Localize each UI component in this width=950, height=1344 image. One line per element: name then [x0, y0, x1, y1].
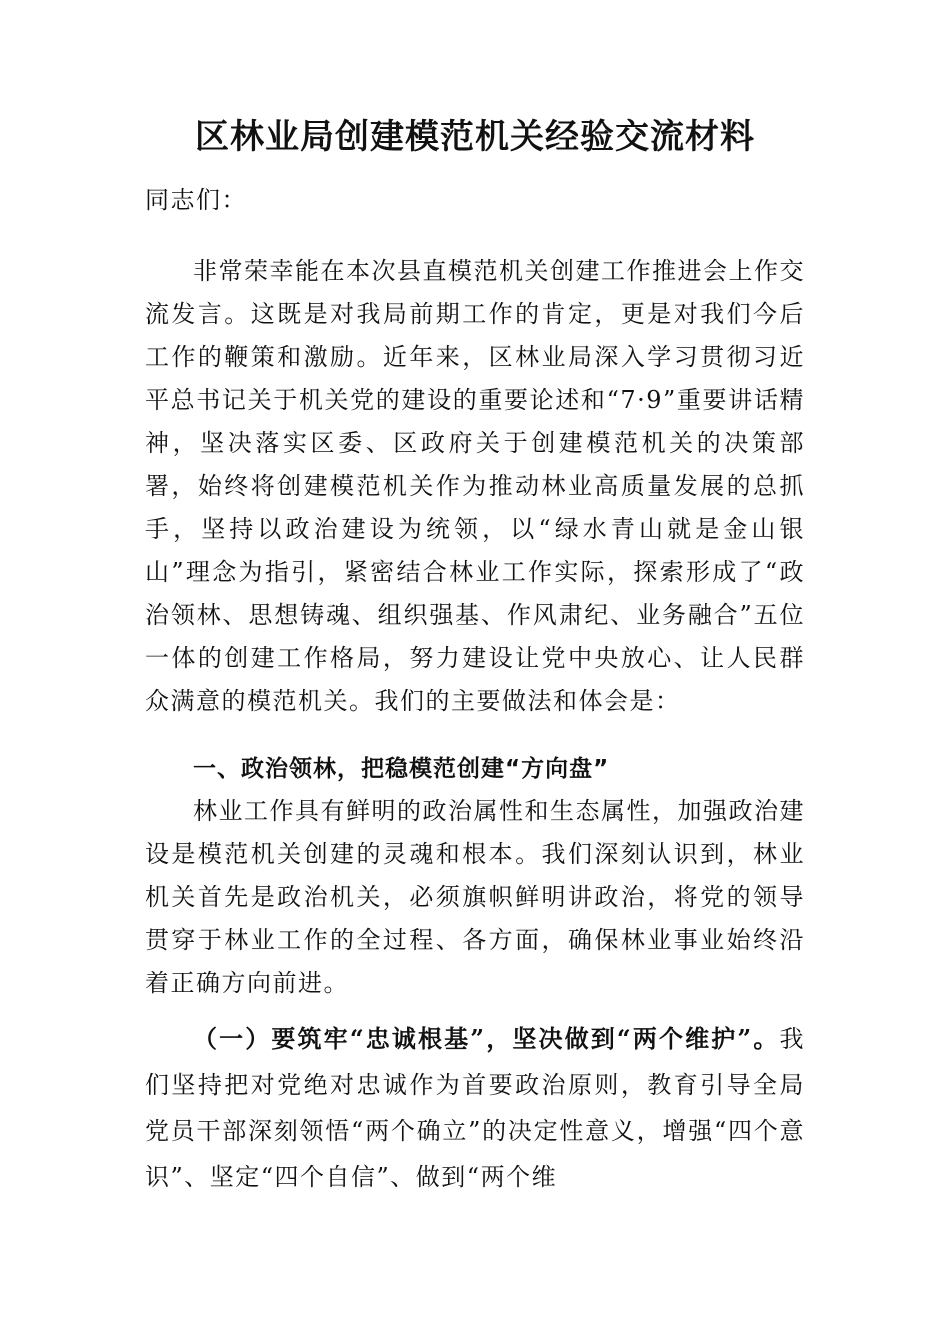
subsection-1-paragraph [145, 1016, 805, 1200]
section-1-paragraph: 林业工作具有鲜明的政治属性和生态属性，加强政治建设是模范机关创建的灵魂和根本。我们深刻认识到，林业机关首先是政治机关，必须旗帜鲜明讲政治，将党的领导贯穿于林业工作的全过程、各方面，确保林业事业始终沿着正确方向前进。 [145, 797, 805, 997]
subsection-1-text: 我们坚持把对党绝对忠诚作为首要政治原则，教育引导全局党员干部深刻领悟“两个确立”的决定性意义，增强“四个意识”、坚定“四个自信”、做到“两个维 [145, 1025, 805, 1191]
intro-paragraph: 非常荣幸能在本次县直模范机关创建工作推进会上作交流发言。这既是对我局前期工作的肯定，更是对我们今后工作的鞭策和激励。近年来，区林业局深入学习贯彻习近平总书记关于机关党的建设的重要论述和“7·9”重要讲话精神，坚决落实区委、区政府关于创建模范机关的决策部署，始终将创建模范机关作为推动林业高质量发展的总抓手，坚持以政治建设为统领，以“绿水青山就是金山银山”理念为指引，紧密结合林业工作实际，探索形成了“政治领林、思想铸魂、组织强基、作风肃纪、业务融合”五位一体的创建工作格局，努力建设让党中央放心、让人民群众满意的模范机关。我们的主要做法和体会是： [145, 257, 805, 715]
subsection-heading-1: （一）要筑牢“忠诚根基”，坚决做到“两个维护”。 [193, 1024, 780, 1053]
salutation: 同志们： [145, 186, 247, 214]
document-title: 区林业局创建模范机关经验交流材料 [195, 117, 755, 157]
section-heading-1: 一、政治领林，把稳模范创建“方向盘” [193, 756, 610, 782]
